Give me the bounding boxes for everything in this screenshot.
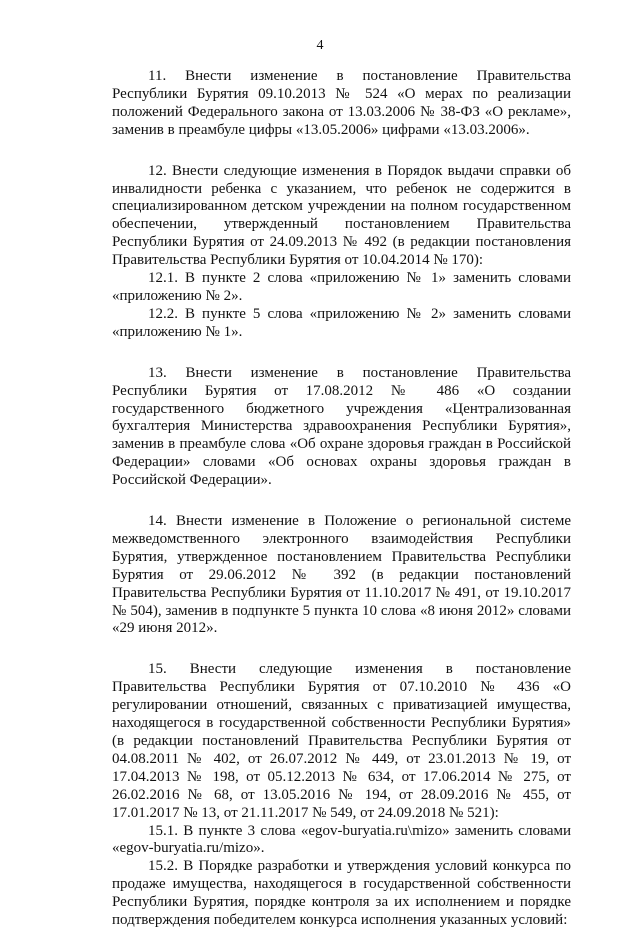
- paragraph-11: 11. Внести изменение в постановление Правительства Республики Бурятия 09.10.2013 № 524 «О мерах по реализации положений Федерального закона от 13.03.2006 № 38-ФЗ «О рекламе», заменив в преамбуле цифры «13.05.2006» цифрами «13.03.2006».: [112, 68, 571, 138]
- document-body: [112, 68, 571, 930]
- paragraph-15-2: 15.2. В Порядке разработки и утверждения условий конкурса по продаже имущества, находящегося в государственной собственности Республики Бурятия, порядке контроля за их исполнением и порядке подтверждения победителем конкурса исполнения указанных условий:: [112, 858, 571, 929]
- page-number: 4: [316, 38, 324, 53]
- paragraph-13: 13. Внести изменение в постановление Правительства Республики Бурятия от 17.08.2012 № 486 «О создании государственного бюджетного учреждения «Централизованная бухгалтерия Министерства здравоохранения Республики Бурятия», заменив в преамбуле слова «Об охране здоровья граждан в Российской Федерации» словами «Об основах охраны здоровья граждан в Российской Федерации».: [112, 364, 571, 489]
- paragraph-14: 14. Внести изменение в Положение о региональной системе межведомственного электронного взаимодействия Республики Бурятия, утвержденное постановлением Правительства Республики Бурятия от 29.06.2012 № 392 (в редакции постановлений Правительства Республики Бурятия от 11.10.2017 № 491, от 19.10.2017 № 504), заменив в подпункте 5 пункта 10 слова «8 июня 2012» словами «29 июня 2012».: [112, 513, 571, 637]
- paragraph-12-1: 12.1. В пункте 2 слова «приложению № 1» заменить словами «приложению № 2».: [112, 270, 571, 304]
- paragraph-12: 12. Внести следующие изменения в Порядок выдачи справки об инвалидности ребенка с указанием, что ребенок не содержится в специализированном детском учреждении на полном государственном обеспечении, утвержденный постановлением Правительства Республики Бурятия от 24.09.2013 № 492 (в редакции постановления Правительства Республики Бурятия от 10.04.2014 № 170):: [112, 162, 571, 269]
- paragraph-12-2: 12.2. В пункте 5 слова «приложению № 2» заменить словами «приложению № 1».: [112, 305, 571, 340]
- paragraph-15-1: 15.1. В пункте 3 слова «egov-buryatia.ru\mizo» заменить словами «egov-buryatia.ru/mizo».: [112, 822, 571, 857]
- paragraph-15: 15. Внести следующие изменения в постановление Правительства Республики Бурятия от 07.10.2010 № 436 «О регулировании отношений, связанных с приватизацией имущества, находящегося в государственной собственности Республики Бурятия» (в редакции постановлений Правительства Республики Бурятия от 04.08.2011 № 402, от 26.07.2012 № 449, от 23.01.2013 № 19, от 17.04.2013 № 198, от 05.12.2013 № 634, от 17.06.2014 № 275, от 26.02.2016 № 68, от 13.05.2016 № 194, от 28.09.2016 № 455, от 17.01.2017 № 13, от 21.11.2017 № 549, от 24.09.2018 № 521):: [112, 661, 571, 821]
